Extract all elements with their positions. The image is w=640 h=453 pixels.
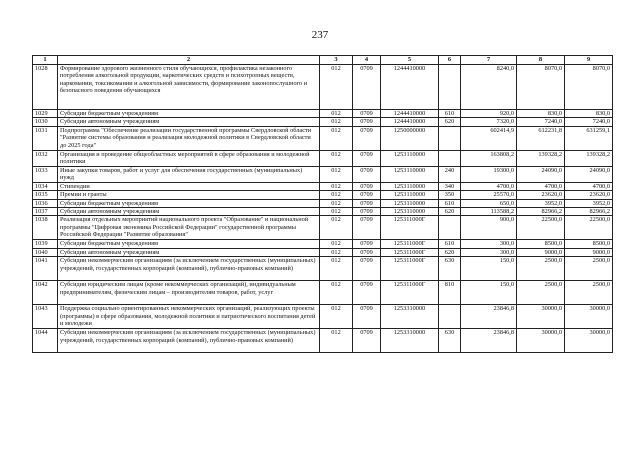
ministry-code-cell: 012: [320, 191, 353, 199]
item-name-cell: Реализация отдельных мероприятий национального проекта "Образование" и национальной программы "Цифровая экономика Российской Федерации" государственной программы Российской Федерации "Развитие образования": [58, 216, 320, 240]
target-code-cell: 1250000000: [381, 126, 439, 150]
column-header: 3: [320, 56, 353, 65]
column-header: 9: [565, 56, 613, 65]
row-number-cell: 1031: [33, 126, 58, 150]
table-row: [33, 216, 613, 240]
table-row: [33, 208, 613, 216]
amount-col9-cell: 82966,2: [565, 208, 613, 216]
expense-type-cell: [439, 126, 461, 150]
row-number-cell: 1029: [33, 110, 58, 118]
target-code-cell: 1253110000: [381, 150, 439, 166]
row-number-cell: 1032: [33, 150, 58, 166]
expense-type-cell: 630: [439, 257, 461, 281]
row-number-cell: 1033: [33, 166, 58, 182]
row-number-cell: 1034: [33, 182, 58, 190]
section-code-cell: 0709: [353, 118, 381, 126]
target-code-cell: 125311000Г: [381, 281, 439, 305]
ministry-code-cell: 012: [320, 329, 353, 353]
item-name-cell: Подпрограмма "Обеспечение реализации государственной программы Свердловской области "Развитие системы образования и реализация молодежной политики в Свердловской области до 2025 года": [58, 126, 320, 150]
amount-col9-cell: 8500,0: [565, 240, 613, 248]
ministry-code-cell: 012: [320, 150, 353, 166]
row-number-cell: 1039: [33, 240, 58, 248]
ministry-code-cell: 012: [320, 110, 353, 118]
amount-col9-cell: 2500,0: [565, 281, 613, 305]
column-header: 8: [517, 56, 565, 65]
table-row: [33, 110, 613, 118]
ministry-code-cell: 012: [320, 240, 353, 248]
item-name-cell: Субсидии юридическим лицам (кроме некоммерческих организаций), индивидуальным предпринимателям, физическим лицам – производителям товаров, работ, услуг: [58, 281, 320, 305]
amount-col8-cell: 82966,2: [517, 208, 565, 216]
section-code-cell: 0709: [353, 281, 381, 305]
amount-col8-cell: 139328,2: [517, 150, 565, 166]
amount-col8-cell: 24090,0: [517, 166, 565, 182]
amount-col8-cell: 30000,0: [517, 329, 565, 353]
amount-col9-cell: 22500,0: [565, 216, 613, 240]
amount-col7-cell: 163808,2: [461, 150, 517, 166]
amount-col9-cell: 24090,0: [565, 166, 613, 182]
table-row: [33, 240, 613, 248]
item-name-cell: Субсидии автономным учреждениям: [58, 248, 320, 256]
column-header: 7: [461, 56, 517, 65]
item-name-cell: Субсидии автономным учреждениям: [58, 208, 320, 216]
expense-type-cell: 610: [439, 240, 461, 248]
amount-col8-cell: 8070,0: [517, 65, 565, 110]
item-name-cell: Субсидии некоммерческим организациям (за исключением государственных (муниципальных) учреждений, государственных корпораций (компаний), публично-правовых компаний): [58, 257, 320, 281]
column-header: 4: [353, 56, 381, 65]
row-number-cell: 1030: [33, 118, 58, 126]
table-row: [33, 65, 613, 110]
amount-col8-cell: 22500,0: [517, 216, 565, 240]
row-number-cell: 1028: [33, 65, 58, 110]
row-number-cell: 1035: [33, 191, 58, 199]
table-row: [33, 150, 613, 166]
expense-type-cell: 610: [439, 110, 461, 118]
amount-col7-cell: 7320,0: [461, 118, 517, 126]
target-code-cell: 1253110000: [381, 208, 439, 216]
table-row: [33, 329, 613, 353]
table-row: [33, 257, 613, 281]
amount-col9-cell: 7240,0: [565, 118, 613, 126]
item-name-cell: Субсидии бюджетным учреждениям: [58, 199, 320, 207]
column-header: 2: [58, 56, 320, 65]
section-code-cell: 0709: [353, 240, 381, 248]
table-row: [33, 281, 613, 305]
item-name-cell: Премии и гранты: [58, 191, 320, 199]
amount-col7-cell: 8240,0: [461, 65, 517, 110]
item-name-cell: Формирование здорового жизненного стиля обучающихся, профилактика незаконного потребления алкогольной продукции, наркотических средств и психотропных веществ, наркомании, токсикомании и алкогольной зависимости, формирование законопослушного и безопасного поведения обучающихся: [58, 65, 320, 110]
target-code-cell: 1253310000: [381, 305, 439, 329]
column-header: 5: [381, 56, 439, 65]
target-code-cell: 125311000Г: [381, 240, 439, 248]
section-code-cell: 0709: [353, 305, 381, 329]
expense-type-cell: 620: [439, 208, 461, 216]
section-code-cell: 0709: [353, 199, 381, 207]
table-row: [33, 126, 613, 150]
amount-col9-cell: 9000,0: [565, 248, 613, 256]
target-code-cell: 1253110000: [381, 166, 439, 182]
ministry-code-cell: 012: [320, 166, 353, 182]
amount-col7-cell: 19300,0: [461, 166, 517, 182]
amount-col7-cell: 23846,8: [461, 329, 517, 353]
amount-col8-cell: 7240,0: [517, 118, 565, 126]
section-code-cell: 0709: [353, 182, 381, 190]
expense-type-cell: [439, 216, 461, 240]
section-code-cell: 0709: [353, 126, 381, 150]
ministry-code-cell: 012: [320, 208, 353, 216]
target-code-cell: 1253110000: [381, 191, 439, 199]
amount-col7-cell: 920,0: [461, 110, 517, 118]
amount-col9-cell: 30000,0: [565, 329, 613, 353]
ministry-code-cell: 012: [320, 305, 353, 329]
row-number-cell: 1038: [33, 216, 58, 240]
amount-col7-cell: 650,0: [461, 199, 517, 207]
target-code-cell: 125311000Г: [381, 216, 439, 240]
amount-col8-cell: 30000,0: [517, 305, 565, 329]
target-code-cell: 125311000Г: [381, 257, 439, 281]
amount-col8-cell: 830,0: [517, 110, 565, 118]
expense-type-cell: 810: [439, 281, 461, 305]
ministry-code-cell: 012: [320, 199, 353, 207]
amount-col7-cell: 150,0: [461, 281, 517, 305]
item-name-cell: Иные закупки товаров, работ и услуг для обеспечения государственных (муниципальных) нужд: [58, 166, 320, 182]
row-number-cell: 1043: [33, 305, 58, 329]
amount-col7-cell: 300,0: [461, 240, 517, 248]
item-name-cell: Субсидии бюджетным учреждениям: [58, 240, 320, 248]
amount-col8-cell: 8500,0: [517, 240, 565, 248]
amount-col9-cell: 30000,0: [565, 305, 613, 329]
ministry-code-cell: 012: [320, 118, 353, 126]
amount-col9-cell: 2500,0: [565, 257, 613, 281]
expense-type-cell: 340: [439, 182, 461, 190]
amount-col8-cell: 23620,0: [517, 191, 565, 199]
amount-col8-cell: 3952,0: [517, 199, 565, 207]
amount-col7-cell: 113588,2: [461, 208, 517, 216]
expense-type-cell: 240: [439, 166, 461, 182]
amount-col7-cell: 602414,9: [461, 126, 517, 150]
row-number-cell: 1044: [33, 329, 58, 353]
item-name-cell: Поддержка социально ориентированных некоммерческих организаций, реализующих проекты (программы) в сфере образования, молодежной политики и патриотического воспитания детей и молодежи: [58, 305, 320, 329]
amount-col8-cell: 2500,0: [517, 257, 565, 281]
table-row: [33, 305, 613, 329]
target-code-cell: 1253310000: [381, 329, 439, 353]
ministry-code-cell: 012: [320, 126, 353, 150]
amount-col9-cell: 23620,0: [565, 191, 613, 199]
section-code-cell: 0709: [353, 248, 381, 256]
row-number-cell: 1041: [33, 257, 58, 281]
table-body: [33, 65, 613, 353]
expense-type-cell: 350: [439, 191, 461, 199]
expense-type-cell: 610: [439, 199, 461, 207]
section-code-cell: 0709: [353, 150, 381, 166]
table-row: [33, 199, 613, 207]
ministry-code-cell: 012: [320, 216, 353, 240]
amount-col9-cell: 139328,2: [565, 150, 613, 166]
column-header: 1: [33, 56, 58, 65]
target-code-cell: 1244410000: [381, 65, 439, 110]
amount-col7-cell: 4700,0: [461, 182, 517, 190]
amount-col8-cell: 4700,0: [517, 182, 565, 190]
target-code-cell: 1253110000: [381, 199, 439, 207]
section-code-cell: 0709: [353, 191, 381, 199]
amount-col7-cell: 150,0: [461, 257, 517, 281]
budget-table: [32, 55, 613, 353]
amount-col7-cell: 25570,0: [461, 191, 517, 199]
ministry-code-cell: 012: [320, 281, 353, 305]
row-number-cell: 1037: [33, 208, 58, 216]
expense-type-cell: 630: [439, 329, 461, 353]
amount-col8-cell: 2500,0: [517, 281, 565, 305]
item-name-cell: Субсидии бюджетным учреждениям: [58, 110, 320, 118]
expense-type-cell: 620: [439, 118, 461, 126]
amount-col9-cell: 830,0: [565, 110, 613, 118]
section-code-cell: 0709: [353, 110, 381, 118]
expense-type-cell: [439, 305, 461, 329]
amount-col7-cell: 300,0: [461, 248, 517, 256]
amount-col9-cell: 631259,1: [565, 126, 613, 150]
section-code-cell: 0709: [353, 166, 381, 182]
item-name-cell: Субсидии автономным учреждениям: [58, 118, 320, 126]
table-row: [33, 166, 613, 182]
item-name-cell: Субсидии некоммерческим организациям (за исключением государственных (муниципальных) учреждений, государственных корпораций (компаний), публично-правовых компаний): [58, 329, 320, 353]
amount-col7-cell: 900,0: [461, 216, 517, 240]
section-code-cell: 0709: [353, 208, 381, 216]
expense-type-cell: 620: [439, 248, 461, 256]
header-row: [33, 56, 613, 65]
section-code-cell: 0709: [353, 329, 381, 353]
table-row: [33, 248, 613, 256]
expense-type-cell: [439, 65, 461, 110]
row-number-cell: 1040: [33, 248, 58, 256]
ministry-code-cell: 012: [320, 248, 353, 256]
target-code-cell: 1244410000: [381, 110, 439, 118]
ministry-code-cell: 012: [320, 257, 353, 281]
item-name-cell: Организация и проведение общеобластных мероприятий в сфере образования и молодежной политики: [58, 150, 320, 166]
table-row: [33, 182, 613, 190]
section-code-cell: 0709: [353, 216, 381, 240]
item-name-cell: Стипендии: [58, 182, 320, 190]
expense-type-cell: [439, 150, 461, 166]
target-code-cell: 1253110000: [381, 182, 439, 190]
column-header: 6: [439, 56, 461, 65]
section-code-cell: 0709: [353, 65, 381, 110]
amount-col9-cell: 8070,0: [565, 65, 613, 110]
row-number-cell: 1036: [33, 199, 58, 207]
page-number: 237: [311, 29, 329, 41]
amount-col8-cell: 9000,0: [517, 248, 565, 256]
ministry-code-cell: 012: [320, 182, 353, 190]
row-number-cell: 1042: [33, 281, 58, 305]
target-code-cell: 125311000Г: [381, 248, 439, 256]
table-row: [33, 118, 613, 126]
target-code-cell: 1244410000: [381, 118, 439, 126]
amount-col9-cell: 4700,0: [565, 182, 613, 190]
ministry-code-cell: 012: [320, 65, 353, 110]
amount-col7-cell: 23846,8: [461, 305, 517, 329]
section-code-cell: 0709: [353, 257, 381, 281]
amount-col8-cell: 612231,8: [517, 126, 565, 150]
table-row: [33, 191, 613, 199]
amount-col9-cell: 3952,0: [565, 199, 613, 207]
